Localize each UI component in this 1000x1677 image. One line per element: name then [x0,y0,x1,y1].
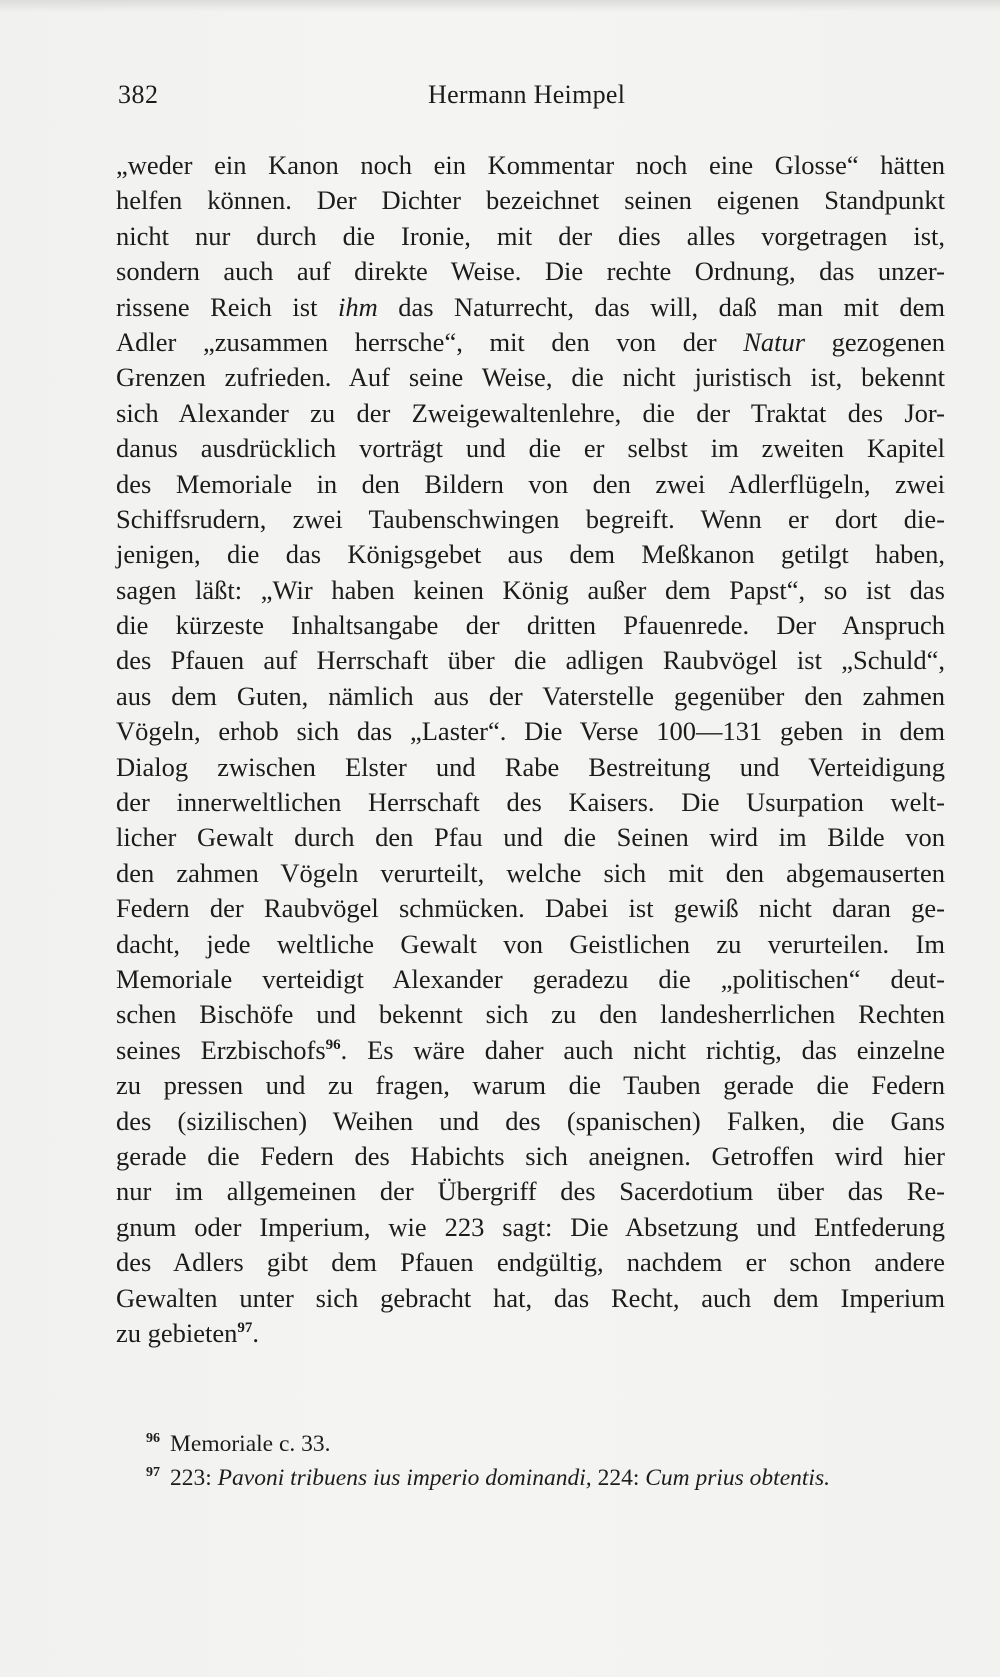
text-line [116,219,945,254]
text-line [116,785,945,820]
text-line [116,643,945,678]
footnote-quote: Pavoni tribuens ius imperio dominandi, [217,1465,592,1491]
text-line [116,467,945,502]
text-line [116,1139,945,1174]
line-text: „weder ein Kanon noch ein Kommentar noch eine Glosse“ hätten [116,150,945,180]
text-line [116,608,945,643]
line-text: danus ausdrücklich vorträgt und die er selbst im zweiten Kapitel [116,433,945,464]
footnote-text: Memoriale c. 33. [170,1431,331,1457]
line-text: den zahmen Vögeln verurteilt, welche sich mit den abgemauserten [116,857,945,888]
line-text: nicht nur durch die Ironie, mit der dies alles vorgetragen ist, [116,220,945,251]
text-line [116,891,945,926]
line-text: . Es wäre daher auch nicht richtig, das einzelne [340,1034,945,1065]
line-text: gnum oder Imperium, wie 223 sagt: Die Absetzung und Entfederung [116,1211,945,1242]
line-text: schen Bischöfe und bekennt sich zu den landesherrlichen Rechten [116,999,945,1030]
page-header [118,80,888,120]
footnote-text: 224: [591,1465,646,1491]
text-line [116,183,945,218]
line-text: sondern auch auf direkte Weise. Die rechte Ordnung, das unzer- [116,256,945,287]
line-text: des (sizilischen) Weihen und des (spanischen) Falken, die Gans [116,1105,945,1136]
text-line [116,573,945,608]
text-line [116,431,945,466]
line-text: sagen läßt: „Wir haben keinen König außer dem Papst“, so ist das [116,574,945,605]
line-text: Gewalten unter sich gebracht hat, das Recht, auch dem Imperium [116,1282,945,1313]
line-text: licher Gewalt durch den Pfau und die Seinen wird im Bilde von [116,822,945,853]
text-line [116,396,945,431]
text-line [116,148,945,183]
text-line [116,927,945,962]
text-line [116,325,945,360]
line-text: seines Erzbischofs [116,1034,326,1065]
line-text: nur im allgemeinen der Übergriff des Sacerdotium über das Re- [116,1176,945,1207]
line-text: Vögeln, erhob sich das „Laster“. Die Verse 100—131 geben in dem [116,716,945,747]
line-text: Memoriale verteidigt Alexander geradezu die „politischen“ deut- [116,963,945,994]
line-text: der innerweltlichen Herrschaft des Kaisers. Die Usurpation welt- [116,787,945,818]
line-text: helfen können. Der Dichter bezeichnet seinen eigenen Standpunkt [116,185,945,216]
line-text: gerade die Federn des Habichts sich aneignen. Getroffen wird hier [116,1140,945,1171]
line-text: zu pressen und zu fragen, warum die Tauben gerade die Federn [116,1070,945,1101]
text-line [116,1281,945,1316]
text-line [116,962,945,997]
text-line [116,290,945,325]
line-text: Schiffsrudern, zwei Taubenschwingen begreift. Wenn er dort die- [116,503,945,534]
footnote-quote: Cum prius obtentis. [645,1465,830,1491]
text-line [116,750,945,785]
running-head: Hermann Heimpel [428,80,626,109]
footnotes [146,1427,946,1495]
line-text: Dialog zwischen Elster und Rabe Bestreitung und Verteidigung [116,751,945,782]
line-text: rissene Reich ist [116,291,338,322]
line-text: das Naturrecht, das will, daß man mit dem [377,291,945,322]
text-line [116,997,945,1032]
footnote-ref: 97 [237,1320,253,1337]
footnote-mark: 96 [146,1431,160,1447]
line-text: des Memoriale in den Bildern von den zwei Adlerflügeln, zwei [116,468,945,499]
footnote-text: 223: [170,1465,218,1491]
text-line [116,856,945,891]
footnote-mark: 97 [146,1465,160,1481]
footnote-96 [146,1427,946,1461]
text-line [116,820,945,855]
text-line [116,714,945,749]
emphasis-text: ihm [337,291,378,322]
footnote-97 [146,1461,946,1495]
text-line [116,1316,945,1351]
emphasis-text: Natur [743,326,806,357]
text-line [116,254,945,289]
text-line [116,1245,945,1280]
text-line [116,502,945,537]
line-text: des Pfauen auf Herrschaft über die adligen Raubvögel ist „Schuld“, [116,645,945,676]
body-text [116,148,945,1351]
page-top-shadow [0,0,1000,12]
line-text: aus dem Guten, nämlich aus der Vaterstelle gegenüber den zahmen [116,680,945,711]
line-text: die kürzeste Inhaltsangabe der dritten Pfauenrede. Der Anspruch [116,610,945,641]
line-text: Adler „zusammen herrsche“, mit den von der [116,326,744,357]
text-line [116,1033,945,1068]
line-text: . [252,1317,260,1348]
line-text: dacht, jede weltliche Gewalt von Geistlichen zu verurteilen. Im [116,928,945,959]
text-line [116,1068,945,1103]
text-line [116,679,945,714]
line-text: des Adlers gibt dem Pfauen endgültig, nachdem er schon andere [116,1247,945,1278]
text-line [116,360,945,395]
text-line [116,537,945,572]
line-text: Federn der Raubvögel schmücken. Dabei ist gewiß nicht daran ge- [116,893,945,924]
text-line [116,1104,945,1139]
page-number: 382 [118,80,159,109]
line-text: zu gebieten [116,1317,238,1348]
line-text: jenigen, die das Königsgebet aus dem Meßkanon getilgt haben, [116,539,945,570]
text-line [116,1210,945,1245]
line-text: sich Alexander zu der Zweigewaltenlehre, die der Traktat des Jor- [116,397,945,428]
footnote-ref: 96 [325,1036,341,1053]
line-text: Grenzen zufrieden. Auf seine Weise, die nicht juristisch ist, bekennt [116,362,945,393]
line-text: gezogenen [805,326,945,357]
text-line [116,1174,945,1209]
